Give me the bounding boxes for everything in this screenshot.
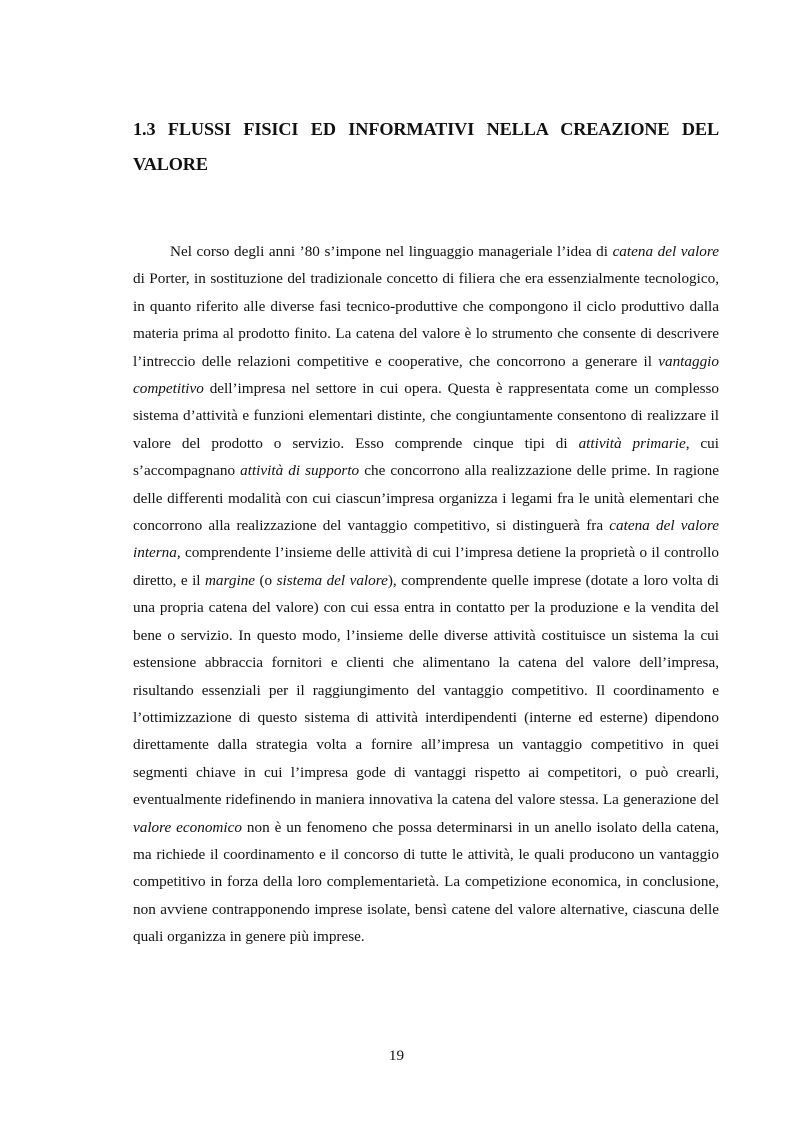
italic-term: sistema del valore — [276, 571, 388, 589]
paragraph-segment: Nel corso degli anni ’80 s’impone nel linguaggio manageriale l’idea di — [170, 243, 613, 260]
section-heading: 1.3 FLUSSI FISICI ED INFORMATIVI NELLA CREAZIONE DEL VALORE — [133, 119, 719, 174]
paragraph-segment: che concorrono alla realizzazione delle prime. In ragione delle differenti modalità con cui ciascun’impresa organizza i legami fra le unità elementari che concorrono alla realizzazione del vantaggio competitivo, si distinguerà fra — [133, 462, 719, 535]
paragraph-segment: dell’impresa nel settore in cui opera. Questa è rappresentata come un complesso sistema d’attività e funzioni elementari distinte, che congiuntamente consentono di realizzare il valore del prodotto o servizio. Esso comprende cinque tipi di — [133, 380, 719, 452]
italic-term: vantaggio competitivo — [133, 352, 719, 398]
paragraph-segment: di Porter, in sostituzione del tradizionale concetto di filiera che era essenzialmente tecnologico, in quanto riferito alle diverse fasi tecnico-produttive che compongono il ciclo produttivo dalla materia prima al prodotto finito. La catena del valore è lo strumento che consente di descrivere l’intreccio delle relazioni competitive e cooperative, che concorrono a generare il — [133, 270, 719, 370]
body-paragraph — [133, 238, 719, 951]
page-number: 19 — [388, 1047, 405, 1064]
paragraph-segment: ), comprendente quelle imprese (dotate a loro volta di una propria catena del valore) con cui essa entra in contatto per la produzione e la vendita del bene o servizio. In questo modo, l’insieme delle diverse attività costituisce un sistema la cui estensione abbraccia fornitori e clienti che alimentano la catena del valore dell’impresa, risultando essenziali per il raggiungimento del vantaggio competitivo. Il coordinamento e l’ottimizzazione di questo sistema di attività interdipendenti (interne ed esterne) dipendono direttamente dalla strategia volta a fornire all’impresa un vantaggio competitivo in quei segmenti chiave in cui l’impresa gode di vantaggi rispetto ai competitori, o può crearli, eventualmente ridefinendo in maniera innovativa la catena del valore stessa. La generazione del — [133, 571, 720, 809]
paragraph-segment: (o — [255, 571, 277, 589]
italic-term: catena del valore — [612, 243, 719, 260]
italic-term: catena del valore interna — [133, 517, 719, 562]
italic-term: valore economico — [133, 818, 242, 836]
italic-term: attività primarie — [578, 434, 686, 452]
paragraph-segment: non è un fenomeno che possa determinarsi in un anello isolato della catena, ma richiede il coordinamento e il concorso di tutte le attività, le quali producono un vantaggio competitivo in forza della loro complementarietà. La competizione economica, in conclusione, non avviene contrapponendo imprese isolate, bensì catene del valore alternative, ciascuna delle quali organizza in genere più imprese. — [133, 818, 719, 946]
italic-term: margine — [204, 571, 256, 589]
italic-term: attività di supporto — [240, 462, 360, 480]
paragraph-segment: , cui s’accompagnano — [133, 434, 719, 480]
paragraph-segment: , comprendente l’insieme delle attività di cui l’impresa detiene la proprietà o il controllo diretto, e il — [133, 544, 719, 589]
